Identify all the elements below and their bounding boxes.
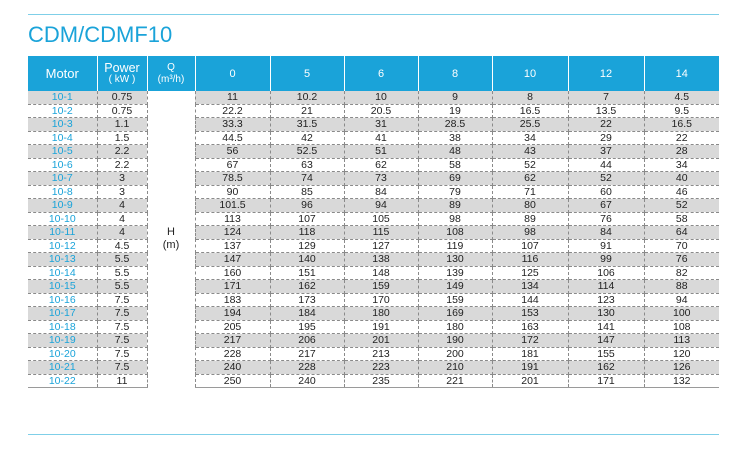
power-cell: 0.75: [97, 91, 147, 104]
head-value-cell: 73: [344, 172, 418, 186]
head-value-cell: 180: [344, 307, 418, 321]
head-value-cell: 120: [644, 347, 719, 361]
head-value-cell: 19: [418, 104, 492, 118]
head-value-cell: 159: [344, 280, 418, 294]
head-value-cell: 13.5: [568, 104, 644, 118]
head-value-cell: 7: [568, 91, 644, 104]
head-value-cell: 113: [195, 212, 270, 226]
header-flow: 12: [568, 56, 644, 91]
head-value-cell: 84: [344, 185, 418, 199]
header-flow: 14: [644, 56, 719, 91]
motor-cell: 10-11: [28, 226, 97, 240]
power-cell: 3: [97, 185, 147, 199]
head-value-cell: 155: [568, 347, 644, 361]
head-value-cell: 140: [270, 253, 344, 267]
table-row: [28, 280, 719, 294]
head-value-cell: 9.5: [644, 104, 719, 118]
head-value-cell: 38: [418, 131, 492, 145]
head-value-cell: 123: [568, 293, 644, 307]
head-value-cell: 22: [644, 131, 719, 145]
head-value-cell: 20.5: [344, 104, 418, 118]
head-value-cell: 60: [568, 185, 644, 199]
power-cell: 4: [97, 212, 147, 226]
head-value-cell: 149: [418, 280, 492, 294]
head-value-cell: 28: [644, 145, 719, 159]
head-value-cell: 11: [195, 91, 270, 104]
head-value-cell: 235: [344, 374, 418, 388]
head-value-cell: 250: [195, 374, 270, 388]
head-value-cell: 183: [195, 293, 270, 307]
head-value-cell: 201: [492, 374, 568, 388]
head-value-cell: 9: [418, 91, 492, 104]
head-value-cell: 94: [344, 199, 418, 213]
head-value-cell: 63: [270, 158, 344, 172]
head-value-cell: 217: [270, 347, 344, 361]
head-value-cell: 228: [195, 347, 270, 361]
head-value-cell: 125: [492, 266, 568, 280]
head-value-cell: 70: [644, 239, 719, 253]
head-value-cell: 64: [644, 226, 719, 240]
head-value-cell: 210: [418, 361, 492, 375]
head-value-cell: 28.5: [418, 118, 492, 132]
head-value-cell: 67: [568, 199, 644, 213]
head-value-cell: 62: [344, 158, 418, 172]
head-value-cell: 126: [644, 361, 719, 375]
power-cell: 4.5: [97, 239, 147, 253]
table-row: [28, 347, 719, 361]
head-value-cell: 107: [492, 239, 568, 253]
head-value-cell: 153: [492, 307, 568, 321]
head-value-cell: 162: [270, 280, 344, 294]
head-value-cell: 163: [492, 320, 568, 334]
power-cell: 2.2: [97, 158, 147, 172]
head-value-cell: 21: [270, 104, 344, 118]
head-value-cell: 195: [270, 320, 344, 334]
head-value-cell: 190: [418, 334, 492, 348]
head-value-cell: 108: [644, 320, 719, 334]
head-value-cell: 48: [418, 145, 492, 159]
head-value-cell: 98: [418, 212, 492, 226]
performance-table: [28, 56, 719, 388]
motor-cell: 10-2: [28, 104, 97, 118]
head-value-cell: 25.5: [492, 118, 568, 132]
head-value-cell: 127: [344, 239, 418, 253]
head-value-cell: 180: [418, 320, 492, 334]
power-cell: 2.2: [97, 145, 147, 159]
table-row: [28, 293, 719, 307]
motor-cell: 10-13: [28, 253, 97, 267]
head-value-cell: 46: [644, 185, 719, 199]
head-value-cell: 170: [344, 293, 418, 307]
head-value-cell: 52: [492, 158, 568, 172]
head-value-cell: 151: [270, 266, 344, 280]
power-cell: 1.5: [97, 131, 147, 145]
head-value-cell: 94: [644, 293, 719, 307]
power-cell: 7.5: [97, 347, 147, 361]
head-value-cell: 124: [195, 226, 270, 240]
motor-cell: 10-17: [28, 307, 97, 321]
head-value-cell: 34: [492, 131, 568, 145]
head-value-cell: 43: [492, 145, 568, 159]
head-value-cell: 223: [344, 361, 418, 375]
head-value-cell: 191: [344, 320, 418, 334]
head-value-cell: 42: [270, 131, 344, 145]
head-value-cell: 217: [195, 334, 270, 348]
head-label-cell: [147, 91, 195, 388]
head-value-cell: 8: [492, 91, 568, 104]
head-value-cell: 181: [492, 347, 568, 361]
power-cell: 7.5: [97, 320, 147, 334]
table-row: [28, 172, 719, 186]
table-row: [28, 226, 719, 240]
head-value-cell: 200: [418, 347, 492, 361]
head-value-cell: 108: [418, 226, 492, 240]
head-value-cell: 172: [492, 334, 568, 348]
head-value-cell: 56: [195, 145, 270, 159]
page-title: CDM/CDMF10: [28, 22, 173, 47]
head-value-cell: 33.3: [195, 118, 270, 132]
head-value-cell: 22.2: [195, 104, 270, 118]
table-row: [28, 239, 719, 253]
head-value-cell: 85: [270, 185, 344, 199]
head-value-cell: 206: [270, 334, 344, 348]
head-value-cell: 4.5: [644, 91, 719, 104]
table-row: [28, 104, 719, 118]
power-cell: 0.75: [97, 104, 147, 118]
head-value-cell: 69: [418, 172, 492, 186]
motor-cell: 10-1: [28, 91, 97, 104]
motor-cell: 10-7: [28, 172, 97, 186]
power-cell: 5.5: [97, 253, 147, 267]
head-value-cell: 100: [644, 307, 719, 321]
head-value-cell: 80: [492, 199, 568, 213]
head-value-cell: 115: [344, 226, 418, 240]
motor-cell: 10-22: [28, 374, 97, 388]
motor-cell: 10-15: [28, 280, 97, 294]
head-value-cell: 88: [644, 280, 719, 294]
head-value-cell: 106: [568, 266, 644, 280]
head-value-cell: 31: [344, 118, 418, 132]
table-row: [28, 118, 719, 132]
head-value-cell: 184: [270, 307, 344, 321]
head-value-cell: 52: [644, 199, 719, 213]
motor-cell: 10-21: [28, 361, 97, 375]
head-value-cell: 114: [568, 280, 644, 294]
head-value-cell: 113: [644, 334, 719, 348]
header-flow: 0: [195, 56, 270, 91]
head-value-cell: 44: [568, 158, 644, 172]
head-label: H: [167, 226, 175, 239]
header-motor: Motor: [28, 56, 97, 91]
power-cell: 5.5: [97, 266, 147, 280]
head-value-cell: 76: [568, 212, 644, 226]
head-value-cell: 171: [195, 280, 270, 294]
power-cell: 5.5: [97, 280, 147, 294]
head-value-cell: 58: [418, 158, 492, 172]
head-value-cell: 194: [195, 307, 270, 321]
head-value-cell: 76: [644, 253, 719, 267]
head-value-cell: 162: [568, 361, 644, 375]
header-flow: 10: [492, 56, 568, 91]
power-cell: 7.5: [97, 361, 147, 375]
motor-cell: 10-19: [28, 334, 97, 348]
table-row: [28, 185, 719, 199]
header-flow: 5: [270, 56, 344, 91]
motor-cell: 10-20: [28, 347, 97, 361]
head-value-cell: 37: [568, 145, 644, 159]
table-row: [28, 199, 719, 213]
head-value-cell: 201: [344, 334, 418, 348]
header-power-unit: ( kW ): [108, 73, 136, 85]
head-value-cell: 16.5: [492, 104, 568, 118]
head-value-cell: 213: [344, 347, 418, 361]
head-value-cell: 67: [195, 158, 270, 172]
table-row: [28, 91, 719, 104]
power-cell: 7.5: [97, 334, 147, 348]
head-value-cell: 89: [418, 199, 492, 213]
power-cell: 7.5: [97, 307, 147, 321]
head-value-cell: 130: [418, 253, 492, 267]
motor-cell: 10-9: [28, 199, 97, 213]
table-row: [28, 334, 719, 348]
head-value-cell: 78.5: [195, 172, 270, 186]
head-value-cell: 101.5: [195, 199, 270, 213]
table-row: [28, 361, 719, 375]
head-value-cell: 141: [568, 320, 644, 334]
head-value-cell: 90: [195, 185, 270, 199]
head-value-cell: 89: [492, 212, 568, 226]
power-cell: 7.5: [97, 293, 147, 307]
power-cell: 4: [97, 199, 147, 213]
table-row: [28, 307, 719, 321]
head-value-cell: 41: [344, 131, 418, 145]
head-value-cell: 159: [418, 293, 492, 307]
power-cell: 4: [97, 226, 147, 240]
head-unit: (m): [162, 239, 180, 252]
head-value-cell: 34: [644, 158, 719, 172]
head-value-cell: 138: [344, 253, 418, 267]
head-value-cell: 31.5: [270, 118, 344, 132]
head-value-cell: 134: [492, 280, 568, 294]
head-value-cell: 71: [492, 185, 568, 199]
head-value-cell: 91: [568, 239, 644, 253]
table-row: [28, 145, 719, 159]
header-power-label: Power: [104, 60, 140, 75]
header-q-label: Q: [167, 61, 175, 73]
head-value-cell: 52: [568, 172, 644, 186]
header-q: [147, 56, 195, 91]
head-value-cell: 139: [418, 266, 492, 280]
head-value-cell: 10.2: [270, 91, 344, 104]
head-value-cell: 147: [195, 253, 270, 267]
motor-cell: 10-14: [28, 266, 97, 280]
head-value-cell: 62: [492, 172, 568, 186]
motor-cell: 10-8: [28, 185, 97, 199]
head-value-cell: 107: [270, 212, 344, 226]
head-value-cell: 160: [195, 266, 270, 280]
table-row: [28, 266, 719, 280]
motor-cell: 10-10: [28, 212, 97, 226]
motor-cell: 10-16: [28, 293, 97, 307]
head-value-cell: 98: [492, 226, 568, 240]
header-row: [28, 56, 719, 91]
head-value-cell: 22: [568, 118, 644, 132]
head-value-cell: 221: [418, 374, 492, 388]
head-value-cell: 240: [270, 374, 344, 388]
motor-cell: 10-18: [28, 320, 97, 334]
motor-cell: 10-4: [28, 131, 97, 145]
table-row: [28, 320, 719, 334]
head-value-cell: 173: [270, 293, 344, 307]
head-value-cell: 130: [568, 307, 644, 321]
head-value-cell: 240: [195, 361, 270, 375]
table-row: [28, 158, 719, 172]
motor-cell: 10-6: [28, 158, 97, 172]
header-flow: 8: [418, 56, 492, 91]
head-value-cell: 10: [344, 91, 418, 104]
table-row: [28, 374, 719, 388]
table-body: [28, 91, 719, 388]
head-value-cell: 51: [344, 145, 418, 159]
head-value-cell: 118: [270, 226, 344, 240]
head-value-cell: 40: [644, 172, 719, 186]
head-value-cell: 44.5: [195, 131, 270, 145]
head-value-cell: 144: [492, 293, 568, 307]
motor-cell: 10-5: [28, 145, 97, 159]
head-value-cell: 116: [492, 253, 568, 267]
head-value-cell: 58: [644, 212, 719, 226]
head-value-cell: 171: [568, 374, 644, 388]
head-value-cell: 82: [644, 266, 719, 280]
power-cell: 11: [97, 374, 147, 388]
head-value-cell: 84: [568, 226, 644, 240]
head-value-cell: 148: [344, 266, 418, 280]
head-value-cell: 147: [568, 334, 644, 348]
power-cell: 1.1: [97, 118, 147, 132]
head-value-cell: 119: [418, 239, 492, 253]
head-value-cell: 132: [644, 374, 719, 388]
table-row: [28, 131, 719, 145]
header-power: [97, 56, 147, 91]
head-value-cell: 96: [270, 199, 344, 213]
head-value-cell: 205: [195, 320, 270, 334]
head-value-cell: 29: [568, 131, 644, 145]
head-value-cell: 169: [418, 307, 492, 321]
head-value-cell: 191: [492, 361, 568, 375]
head-value-cell: 16.5: [644, 118, 719, 132]
head-value-cell: 79: [418, 185, 492, 199]
head-value-cell: 129: [270, 239, 344, 253]
head-value-cell: 99: [568, 253, 644, 267]
head-value-cell: 105: [344, 212, 418, 226]
motor-cell: 10-3: [28, 118, 97, 132]
power-cell: 3: [97, 172, 147, 186]
table-row: [28, 253, 719, 267]
bottom-rule: [28, 434, 719, 435]
head-value-cell: 228: [270, 361, 344, 375]
top-rule: [28, 14, 719, 15]
motor-cell: 10-12: [28, 239, 97, 253]
head-value-cell: 74: [270, 172, 344, 186]
header-q-unit: (m³/h): [157, 73, 185, 85]
header-flow: 6: [344, 56, 418, 91]
head-value-cell: 137: [195, 239, 270, 253]
table-row: [28, 212, 719, 226]
head-value-cell: 52.5: [270, 145, 344, 159]
